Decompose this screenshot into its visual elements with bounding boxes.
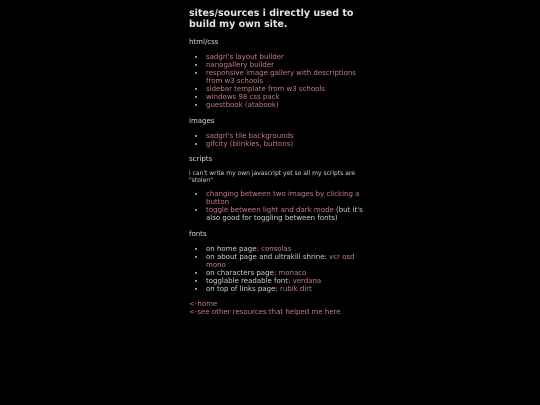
scripts-note: i can't write my own javascript yet so all my scripts are "stolen" <box>189 170 355 184</box>
font-item-prefix: on about page and ultrakill shrine: <box>206 253 330 261</box>
link-gifcity[interactable]: gifcity (blinkies, buttons) <box>206 140 294 148</box>
list-item <box>206 61 364 69</box>
images-list <box>189 132 364 148</box>
section-heading-scripts: scripts <box>189 155 213 163</box>
link-guestbook[interactable]: guestbook (atabook) <box>206 101 279 109</box>
list-item <box>206 277 364 285</box>
font-item-prefix: on characters page: <box>206 269 279 277</box>
list-item <box>206 269 364 277</box>
font-item-prefix: togglable readable font: <box>206 277 293 285</box>
list-item <box>206 53 364 61</box>
list-item <box>206 140 364 148</box>
list-item <box>206 85 364 93</box>
list-item <box>206 253 364 269</box>
list-item <box>206 285 364 293</box>
link-toggle-light-dark-mode[interactable]: toggle between light and dark mode <box>206 206 334 214</box>
scripts-list <box>189 190 364 222</box>
link-responsive-image-gallery[interactable]: responsive image gallery with descriptions from w3 schools <box>206 69 356 85</box>
list-item <box>206 132 364 140</box>
link-nanogallery-builder[interactable]: nanogallery builder <box>206 61 275 69</box>
link-font-verdana[interactable]: verdana <box>292 277 322 285</box>
list-item <box>206 93 364 101</box>
font-item-prefix: on home page: <box>206 245 262 253</box>
link-sadgrl-tile-backgrounds[interactable]: sadgrl's tile backgrounds <box>206 132 294 140</box>
bottom-nav <box>189 300 364 316</box>
script-item-rest: (but it's also good for toggling between fonts) <box>206 206 363 222</box>
link-font-consolas[interactable]: consolas <box>261 245 292 253</box>
link-windows-98-css-pack[interactable]: windows 98 css pack <box>206 93 280 101</box>
link-sidebar-template[interactable]: sidebar template from w3 schools <box>206 85 326 93</box>
link-font-monaco[interactable]: monaco <box>278 269 307 277</box>
section-heading-fonts: fonts <box>189 230 207 238</box>
home-link[interactable]: <-home <box>189 300 218 308</box>
link-font-rubik-dirt[interactable]: rubik dirt <box>279 285 312 293</box>
list-item <box>206 69 364 85</box>
page-title: sites/sources i directly used to build my own site. <box>189 8 354 30</box>
section-heading-images: images <box>189 117 215 125</box>
link-sadgrl-layout-builder[interactable]: sadgrl's layout builder <box>206 53 284 61</box>
section-heading-html-css: html/css <box>189 38 219 46</box>
link-changing-images-script[interactable]: changing between two images by clicking a button <box>206 190 360 206</box>
content-column <box>189 8 364 316</box>
list-item <box>206 190 364 206</box>
list-item <box>206 206 364 222</box>
html-css-list <box>189 53 364 109</box>
fonts-list <box>189 245 364 293</box>
other-resources-link[interactable]: <-see other resources that helped me here <box>189 308 341 316</box>
font-item-prefix: on top of links page: <box>206 285 280 293</box>
list-item <box>206 245 364 253</box>
link-font-vcr-osd-mono[interactable]: vcr osd mono <box>206 253 355 269</box>
list-item <box>206 101 364 109</box>
